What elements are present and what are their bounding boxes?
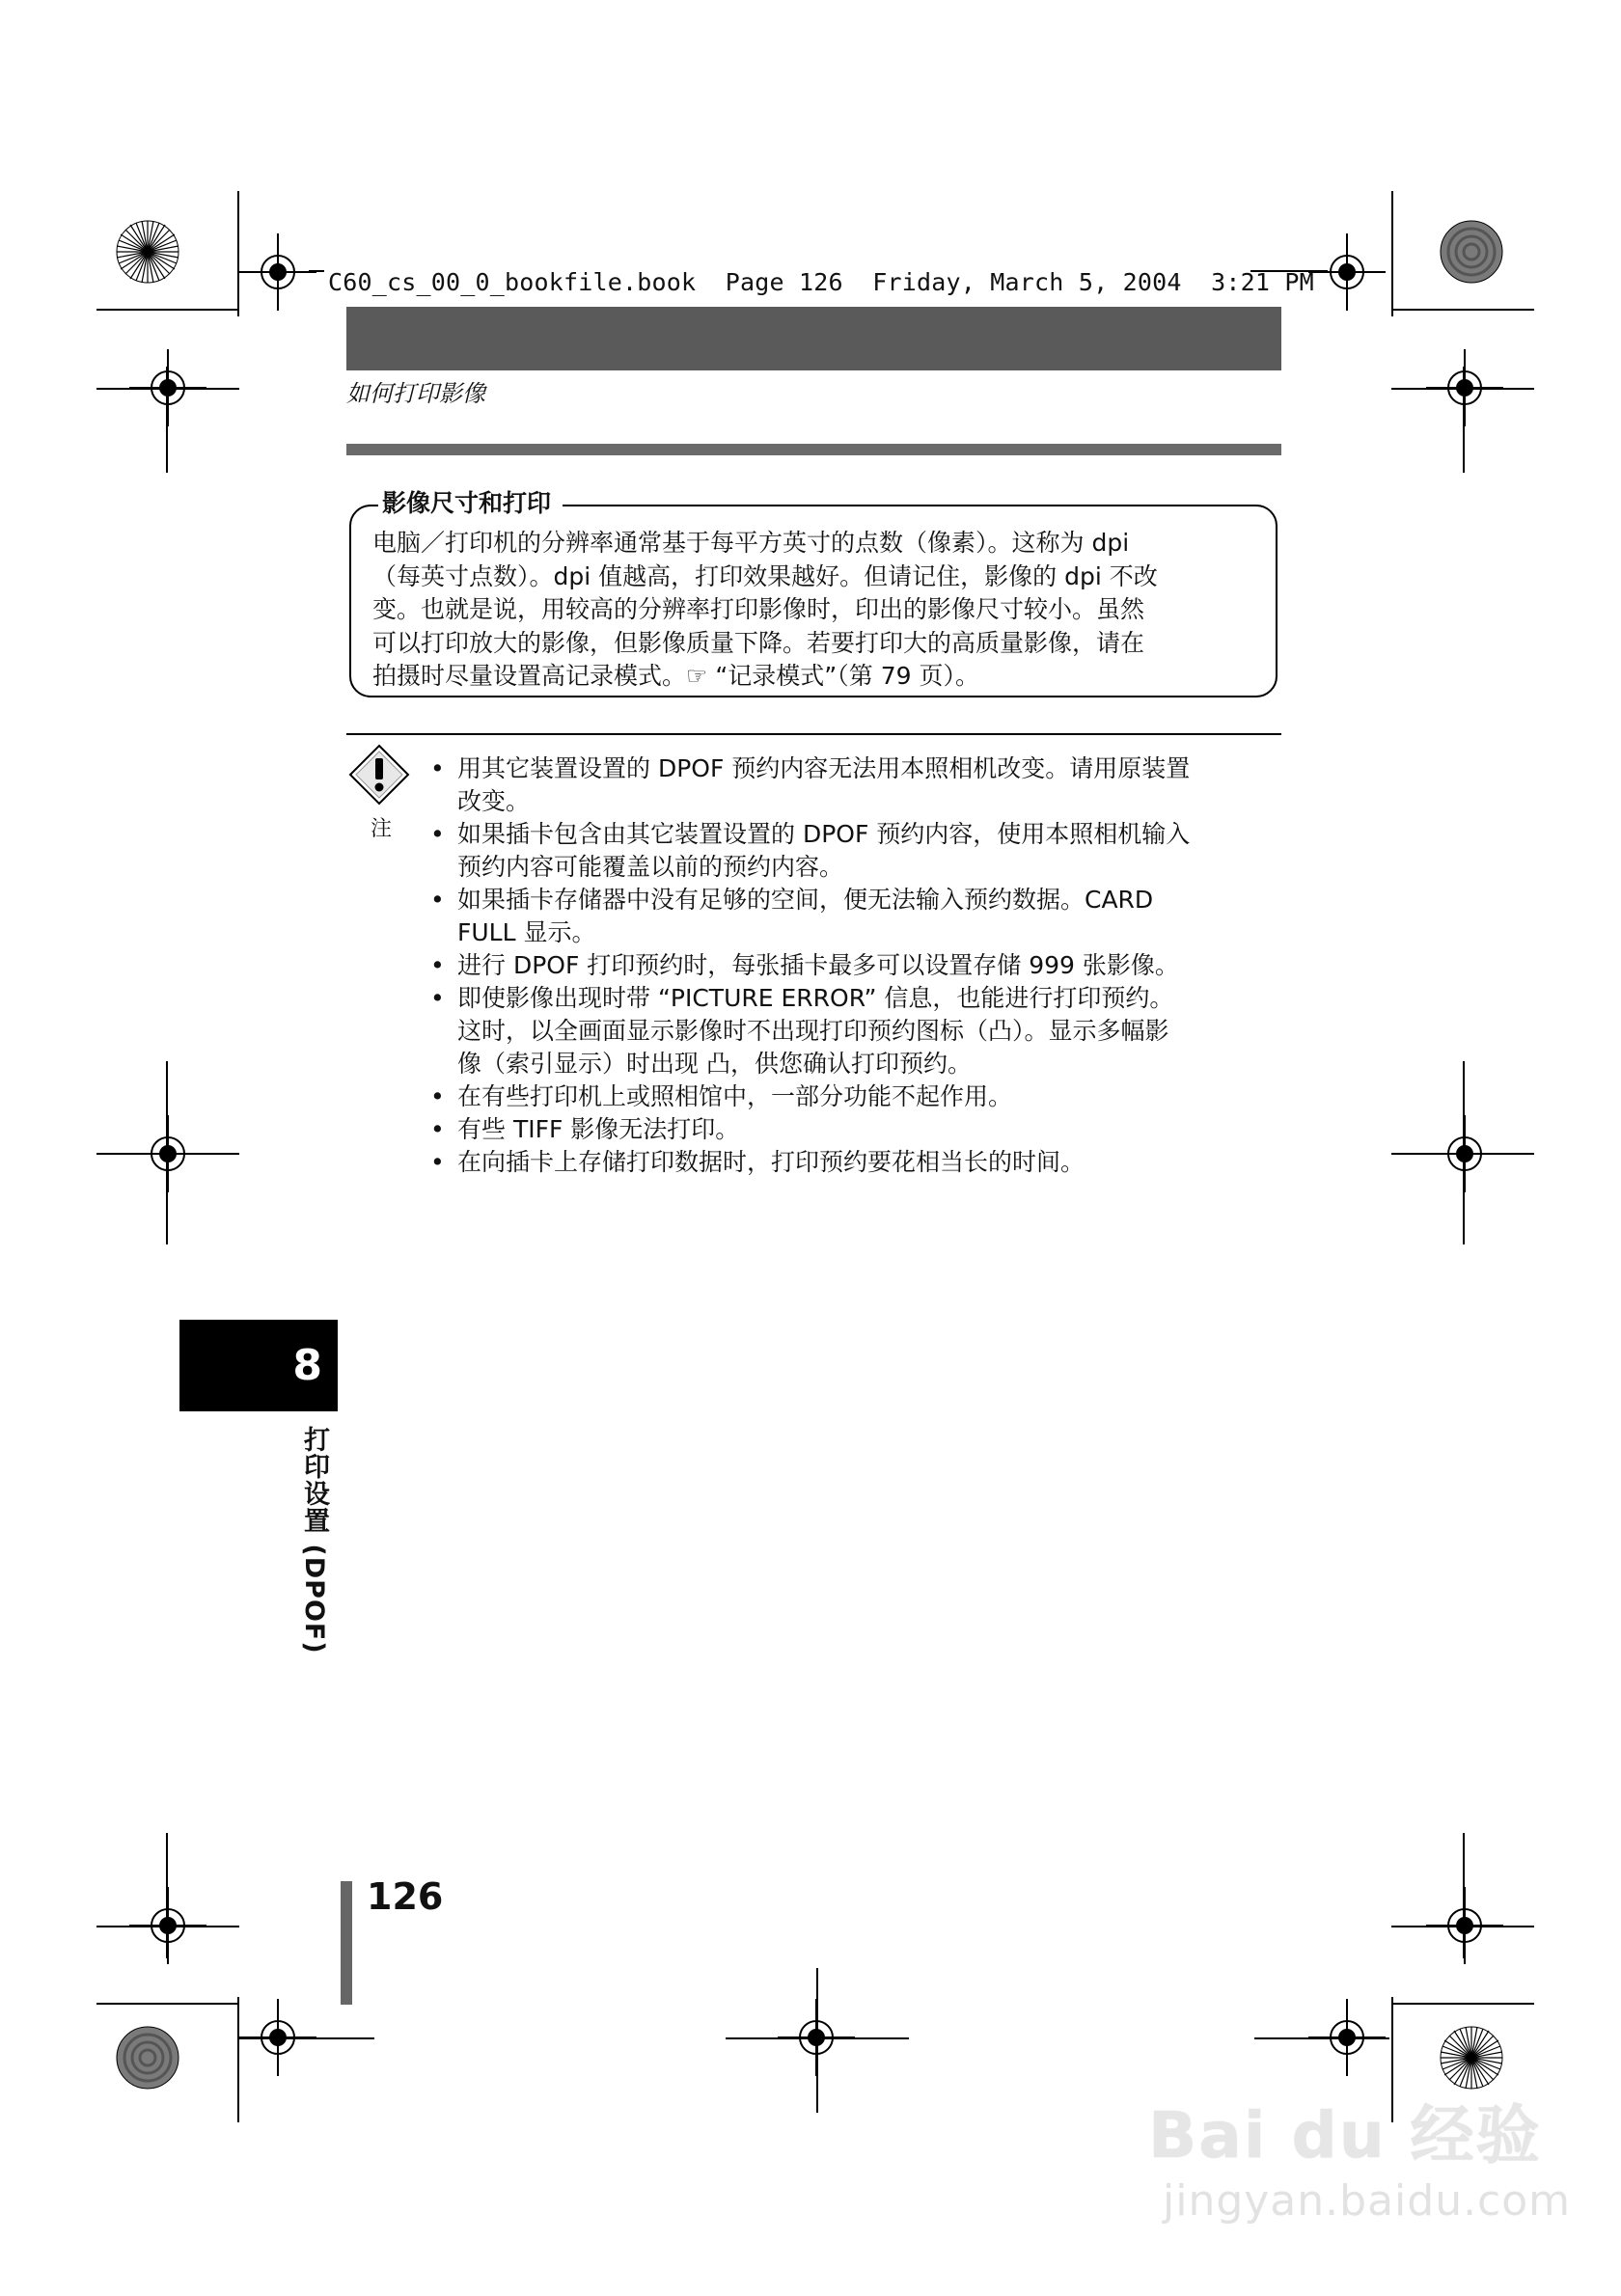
info-box-line: 拍摄时尽量设置高记录模式。☞ “记录模式”（第 79 页）。 <box>372 662 979 690</box>
info-box-line: 可以打印放大的影像，但影像质量下降。若要打印大的高质量影像，请在 <box>372 628 1145 657</box>
notes-list <box>425 752 1293 1179</box>
registration-target-icon <box>129 349 206 426</box>
info-box-line: 变。也就是说，用较高的分辨率打印影像时，印出的影像尺寸较小。虽然 <box>372 595 1145 623</box>
list-item: • 有些 TIFF 影像无法打印。 <box>430 1115 740 1143</box>
registration-target-icon <box>1426 1115 1503 1192</box>
file-info-header: C60_cs_00_0_bookfile.book Page 126 Friday, March 5, 2004 3:21 PM <box>328 268 1314 296</box>
gray-target-icon <box>116 2026 179 2090</box>
registration-target-icon <box>129 1887 206 1964</box>
page-number: 126 <box>367 1875 444 1918</box>
caution-icon <box>347 743 411 806</box>
info-box-body <box>372 527 1260 694</box>
gray-target-icon <box>1440 220 1503 284</box>
registration-target-icon <box>129 1115 206 1192</box>
info-box-line: （每英寸点数）。dpi 值越高，打印效果越好。但请记住，影像的 dpi 不改 <box>372 561 1158 590</box>
section-title: 如何打印影像 <box>346 380 485 407</box>
list-item: • 在有些打印机上或照相馆中，一部分功能不起作用。 <box>430 1082 1013 1110</box>
starburst-target-icon <box>116 220 179 284</box>
list-item: • 在向插卡上存储打印数据时，打印预约要花相当长的时间。 <box>430 1148 1085 1176</box>
watermark-logo: Bai du 经验 <box>1148 2098 1542 2173</box>
registration-target-icon <box>239 1999 316 2076</box>
starburst-target-icon <box>1440 2026 1503 2090</box>
watermark-url: jingyan.baidu.com <box>1163 2176 1572 2226</box>
registration-target-icon <box>1308 233 1386 311</box>
note-label: 注 <box>371 817 393 841</box>
info-box-title: 影像尺寸和打印 <box>378 484 563 519</box>
registration-target-icon <box>1308 1999 1386 2076</box>
section-divider <box>346 444 1281 455</box>
list-item: • 用其它装置设置的 DPOF 预约内容无法用本照相机改变。请用原装置 改变。 <box>430 754 1191 815</box>
list-item: • 进行 DPOF 打印预约时，每张插卡最多可以设置存储 999 张影像。 <box>430 951 1179 979</box>
registration-target-icon <box>1426 1887 1503 1964</box>
registration-target-icon <box>239 233 316 311</box>
list-item: • 如果插卡存储器中没有足够的空间，便无法输入预约数据。CARD FULL 显示。 <box>430 886 1154 946</box>
chapter-number: 8 <box>292 1341 322 1390</box>
notes-divider <box>346 733 1281 735</box>
chapter-title: 打印设置 (DPOF) <box>299 1426 329 1654</box>
registration-target-icon <box>1426 349 1503 426</box>
list-item: • 如果插卡包含由其它装置设置的 DPOF 预约内容，使用本照相机输入 预约内容可能覆盖以前的预约内容。 <box>430 820 1191 881</box>
list-item: • 即使影像出现时带 “PICTURE ERROR” 信息，也能进行打印预约。 这时，以全画面显示影像时不出现打印预约图标（凸）。显示多幅影 像（索引显示）时出现 凸，供您确认打印预约。 <box>430 984 1174 1078</box>
registration-target-icon <box>778 1999 855 2076</box>
info-box-line: 电脑／打印机的分辨率通常基于每平方英寸的点数（像素）。这称为 dpi <box>372 529 1130 557</box>
page-number-bar <box>341 1881 352 2005</box>
section-header-bar <box>346 307 1281 370</box>
